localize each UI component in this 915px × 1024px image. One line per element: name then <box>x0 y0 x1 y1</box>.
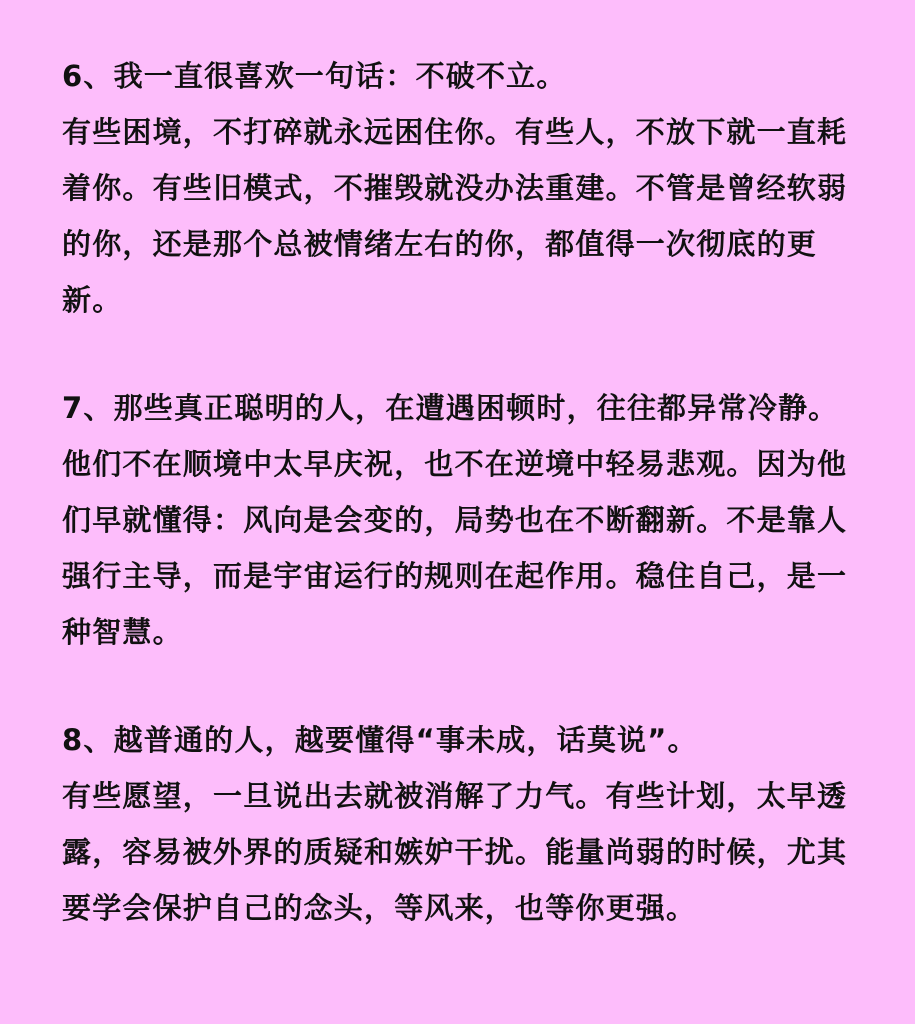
section-7-line-4: 种智慧。 <box>62 615 183 649</box>
quote-section-7 <box>62 380 865 660</box>
section-7-heading: 7、那些真正聪明的人，在遭遇困顿时，往往都异常冷静。 <box>62 391 839 425</box>
section-6-line-4: 新。 <box>62 283 123 317</box>
section-6-line-2: 着你。有些旧模式，不摧毁就没办法重建。不管是曾经软弱 <box>62 171 848 205</box>
section-8-heading: 8、越普通的人，越要懂得“事未成，话莫说”。 <box>62 723 698 757</box>
quote-section-8 <box>62 712 865 936</box>
section-7-line-3: 强行主导，而是宇宙运行的规则在起作用。稳住自己，是一 <box>62 559 848 593</box>
section-6-line-3: 的你，还是那个总被情绪左右的你，都值得一次彻底的更 <box>62 227 818 261</box>
section-8-line-1: 有些愿望，一旦说出去就被消解了力气。有些计划，太早透 <box>62 779 848 813</box>
section-7-line-1: 他们不在顺境中太早庆祝，也不在逆境中轻易悲观。因为他 <box>62 447 848 481</box>
quote-section-6 <box>62 48 865 328</box>
section-7-line-2: 们早就懂得：风向是会变的，局势也在不断翻新。不是靠人 <box>62 503 848 537</box>
section-6-heading: 6、我一直很喜欢一句话：不破不立。 <box>62 59 567 93</box>
section-6-line-1: 有些困境，不打碎就永远困住你。有些人，不放下就一直耗 <box>62 115 848 149</box>
section-8-line-2: 露，容易被外界的质疑和嫉妒干扰。能量尚弱的时候，尤其 <box>62 835 848 869</box>
section-8-line-3: 要学会保护自己的念头，等风来，也等你更强。 <box>62 891 697 925</box>
